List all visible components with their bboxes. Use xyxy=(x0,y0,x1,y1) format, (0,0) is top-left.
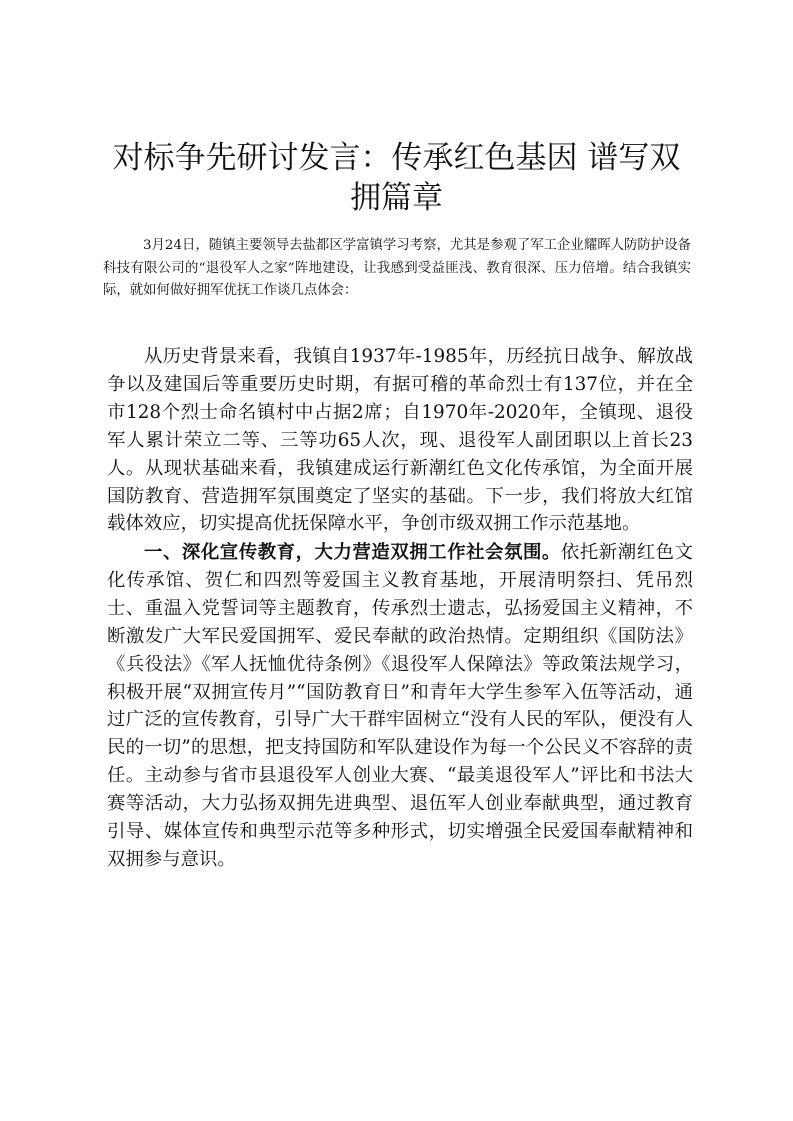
section-1-body: 依托新潮红色文化传承馆、贺仁和四烈等爱国主义教育基地，开展清明祭扫、凭吊烈士、重温入党誓词等主题教育，传承烈士遗志，弘扬爱国主义精神，不断激发广大军民爱国拥军、爱民奉献的政治热情。定期组织《国防法》《兵役法》《军人抚恤优待条例》《退役军人保障法》等政策法规学习，积极开展“双拥宣传月”“国防教育日”和青年大学生参军入伍等活动，通过广泛的宣传教育，引导广大干群牢固树立“没有人民的军队，便没有人民的一切”的思想，把支持国防和军队建设作为每一个公民义不容辞的责任。主动参与省市县退役军人创业大赛、“最美退役军人”评比和书法大赛等活动，大力弘扬双拥先进典型、退伍军人创业奉献典型，通过教育引导、媒体宣传和典型示范等多种形式，切实增强全民爱国奉献精神和双拥参与意识。 xyxy=(107,542,693,870)
intro-paragraph: 3月24日，随镇主要领导去盐都区学富镇学习考察，尤其是参观了军工企业耀晖人防防护设备科技有限公司的“退役军人之家”阵地建设，让我感到受益匪浅、教育很深、压力倍增。结合我镇实际，就如何做好拥军优抚工作谈几点体会： xyxy=(103,238,691,298)
document-title: 对标争先研讨发言：传承红色基因 谱写双拥篇章 xyxy=(112,140,681,216)
body-paragraph-history: 从历史背景来看，我镇自1937年-1985年，历经抗日战争、解放战争以及建国后等重要历史时期，有据可稽的革命烈士有137位，并在全市128个烈士命名镇村中占据2席；自1970年-2020年，全镇现、退役军人累计荣立二等、三等功65人次，现、退役军人副团职以上首长23人。从现状基础来看，我镇建成运行新潮红色文化传承馆，为全面开展国防教育、营造拥军氛围奠定了坚实的基础。下一步，我们将放大红馆载体效应，切实提高优抚保障水平，争创市级双拥工作示范基地。 xyxy=(107,346,693,535)
body-paragraph-section-1 xyxy=(107,539,693,874)
section-1-heading: 一、深化宣传教育，大力营造双拥工作社会氛围。 xyxy=(144,542,561,563)
